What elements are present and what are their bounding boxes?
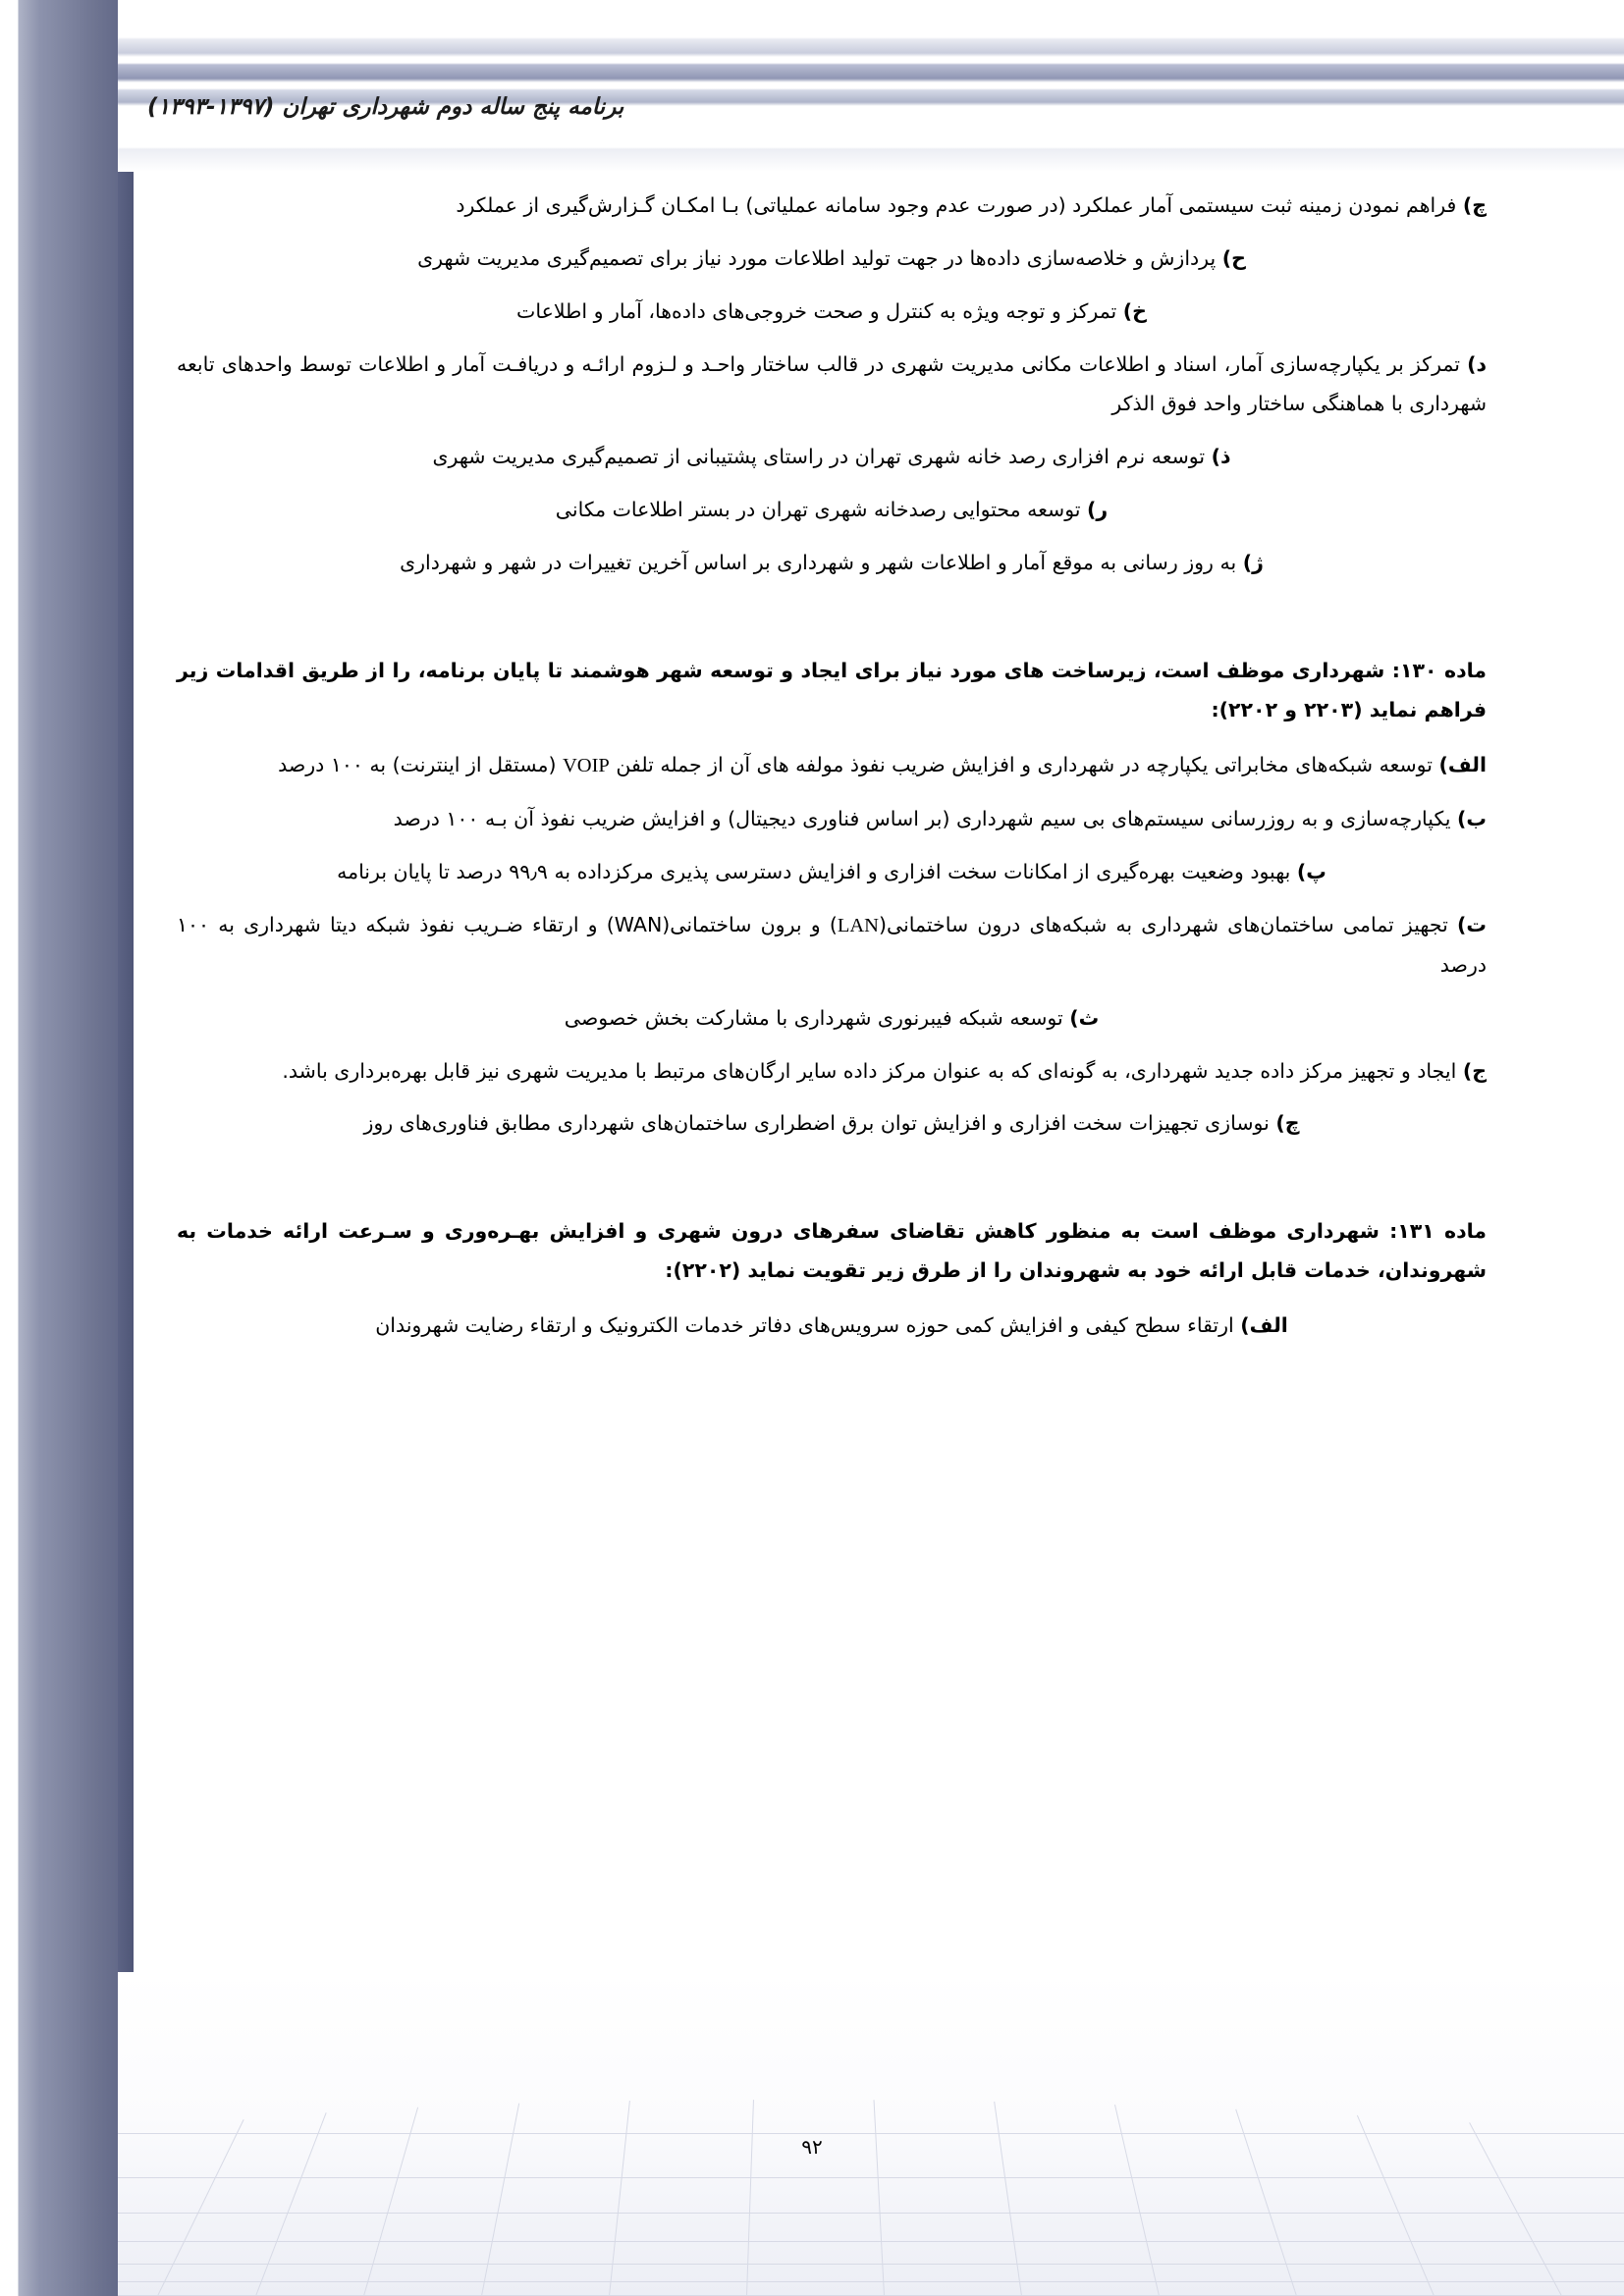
item-text: توسعه محتوایی رصدخانه شهری تهران در بستر اطلاعات مکانی — [555, 497, 1081, 521]
item-marker: چ) — [1462, 193, 1487, 217]
page-number: ۹۲ — [801, 2135, 823, 2159]
item-marker: چ) — [1275, 1111, 1300, 1136]
item-marker: ج) — [1462, 1058, 1487, 1083]
item-text: تجهیز تمامی ساختمان‌های شهرداری به شبکه‌های درون ساختمانی( — [878, 912, 1448, 936]
left-band-inner-stripe — [118, 0, 134, 2296]
item-marker: ب) — [1457, 806, 1487, 830]
list-item — [177, 906, 1487, 986]
list-item — [177, 999, 1487, 1039]
item-text: پردازش و خلاصه‌سازی داده‌ها در جهت تولید اطلاعات مورد نیاز برای تصمیم‌گیری مدیریت شهری — [417, 245, 1217, 270]
list-item — [177, 1307, 1487, 1346]
left-decorative-band — [0, 0, 133, 2296]
item-text-cont: (مستقل از اینترنت) به ۱۰۰ درصد — [278, 752, 563, 776]
list-item — [177, 346, 1487, 424]
item-marker: ث) — [1069, 1005, 1100, 1030]
list-item — [177, 853, 1487, 892]
item-text: توسعه نرم افزاری رصد خانه شهری تهران در راستای پشتیبانی از تصمیم‌گیری مدیریت شهری — [432, 444, 1206, 468]
document-body — [177, 187, 1487, 1360]
item-marker: الف) — [1240, 1313, 1288, 1338]
list-item — [177, 800, 1487, 839]
article-131-heading: ماده ۱۳۱: شهرداری موظف است به منظور کاهش تقاضای سفرهای درون شهری و افزایش بهـره‌وری و سـرعت ارائه خدمات به شهروندان، خدمات قابل ارائه خود به شهروندان را از طرق زیر تقویت نماید (۲۲۰۲): — [177, 1219, 1487, 1283]
item-marker: ذ) — [1211, 444, 1231, 468]
item-text: ایجاد و تجهیز مرکز داده جدید شهرداری، به گونه‌ای که به عنوان مرکز داده سایر ارگان‌های مرتبط با مدیریت شهری نیز قابل بهره‌برداری باشد. — [282, 1058, 1457, 1083]
article-130-heading: ماده ۱۳۰: شهرداری موظف است، زیرساخت های مورد نیاز برای ایجاد و توسعه شهر هوشمند تا پایان برنامه، را از طریق اقدامات زیر فراهم نماید (۲۲۰۳ و ۲۲۰۲): — [177, 658, 1487, 721]
header-stripe-pattern — [118, 0, 1624, 172]
list-item — [177, 1104, 1487, 1144]
list-item — [177, 187, 1487, 226]
footer-decorative-grid — [118, 1972, 1624, 2296]
item-text: توسعه شبکه فیبرنوری شهرداری با مشارکت بخش خصوصی — [564, 1005, 1063, 1030]
list-item — [177, 746, 1487, 786]
item-text: فراهم نمودن زمینه ثبت سیستمی آمار عملکرد (در صورت عدم وجود سامانه عملیاتی) بـا امکـان گـزارش‌گیری از عملکرد — [456, 193, 1457, 217]
page-header — [118, 0, 1624, 172]
item-marker: ژ) — [1242, 550, 1264, 574]
item-text-latin: LAN — [837, 914, 879, 936]
header-title: برنامه پنج ساله دوم شهرداری تهران (۱۳۹۷-۱۳۹۳) — [147, 94, 624, 120]
item-marker: خ) — [1122, 298, 1147, 323]
item-marker: د) — [1467, 351, 1487, 376]
list-item — [177, 544, 1487, 583]
list-item — [177, 293, 1487, 332]
item-marker: الف) — [1438, 752, 1487, 776]
item-text: تمرکز بر یکپارچه‌سازی آمار، اسناد و اطلاعات مکانی مدیریت شهری در قالب ساختار واحـد و لـزوم ارائـه و دریافـت آمار و اطلاعات توسط واحدهای تابعه شهرداری با هماهنگی ساختار واحد فوق الذکر — [177, 351, 1487, 415]
item-marker: ح) — [1221, 245, 1246, 270]
item-text-latin: VOIP — [563, 754, 610, 776]
item-marker: ت) — [1457, 912, 1487, 936]
item-text: بهبود وضعیت بهره‌گیری از امکانات سخت افزاری و افزایش دسترسی پذیری مرکزداده به ۹۹٫۹ درصد تا پایان برنامه — [337, 859, 1291, 883]
item-text-cont: ) و برون ساختمانی(WAN) و ارتقاء ضـریب نفوذ شبکه دیتا شهرداری به ۱۰۰ درصد — [177, 912, 1487, 977]
list-item — [177, 1052, 1487, 1092]
item-marker: ر) — [1087, 497, 1109, 521]
item-marker: پ) — [1296, 859, 1326, 883]
list-item — [177, 491, 1487, 530]
item-text: ارتقاء سطح کیفی و افزایش کمی حوزه سرویس‌های دفاتر خدمات الکترونیک و ارتقاء رضایت شهروندان — [375, 1313, 1234, 1338]
item-text: تمرکز و توجه ویژه به کنترل و صحت خروجی‌های داده‌ها، آمار و اطلاعات — [516, 298, 1117, 323]
list-item — [177, 240, 1487, 279]
item-text: نوسازی تجهیزات سخت افزاری و افزایش توان برق اضطراری ساختمان‌های شهرداری مطابق فناوری‌های روز — [363, 1111, 1270, 1136]
item-text: به روز رسانی به موقع آمار و اطلاعات شهر و شهرداری بر اساس آخرین تغییرات در شهر و شهرداری — [400, 550, 1237, 574]
item-text: توسعه شبکه‌های مخابراتی یکپارچه در شهرداری و افزایش ضریب نفوذ مولفه های آن از جمله تلفن — [609, 752, 1433, 776]
list-item — [177, 438, 1487, 477]
item-text: یکپارچه‌سازی و به روزرسانی سیستم‌های بی سیم شهرداری (بر اساس فناوری دیجیتال) و افزایش ضریب نفوذ آن بـه ۱۰۰ درصد — [393, 806, 1451, 830]
